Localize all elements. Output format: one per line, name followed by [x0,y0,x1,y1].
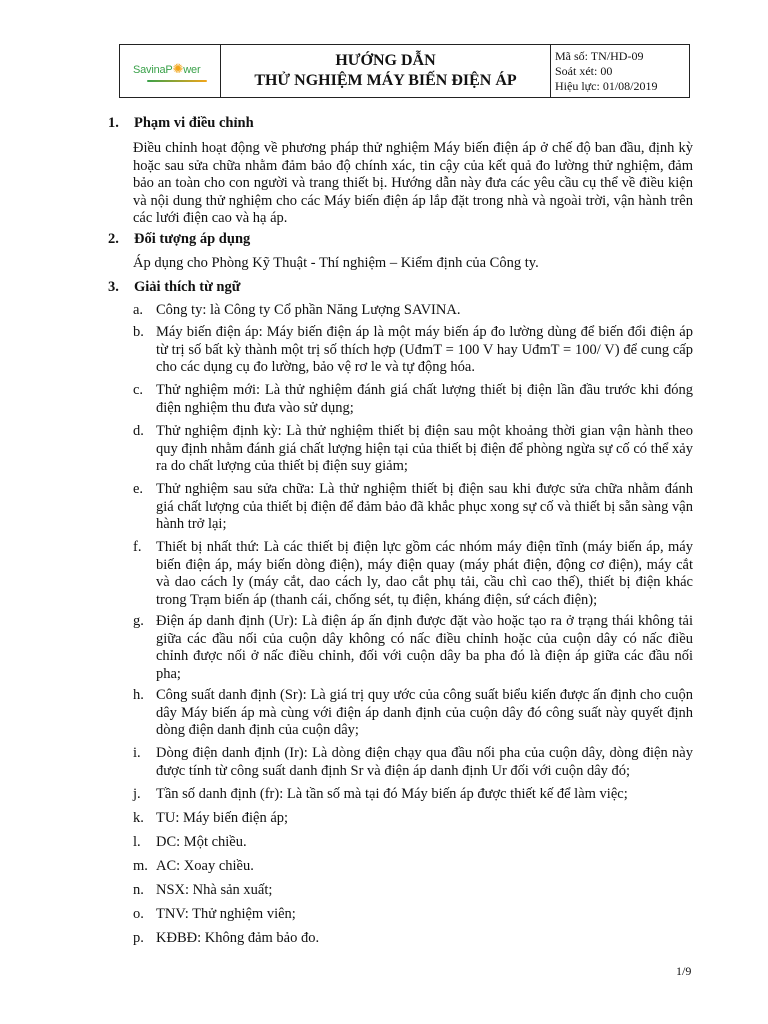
company-logo [120,45,221,97]
list-item: n. NSX: Nhà sản xuất; [133,882,273,898]
list-item: o. TNV: Thử nghiệm viên; [133,906,296,922]
document-title [221,45,551,97]
list-item: f. Thiết bị nhất thứ: Là các thiết bị điện lực gồm các nhóm máy điện tĩnh (máy biến áp, máy biến điện áp, máy biến dòng điện), máy điện quay (máy phát điện, động cơ điện), máy cắt và dao cách ly (máy cắt, dao cách ly, dao cắt phụ tải, cầu chì cao thế), thiết bị điện khác trong Trạm biến áp (thanh cái, chống sét, tụ điện, kháng điện, sứ cách điện); [133,539,693,608]
page-number: 1/9 [676,964,692,978]
section-heading-2: 2. Đối tượng áp dụng [108,231,251,247]
list-item: i. Dòng điện danh định (Ir): Là dòng điện chạy qua đầu nối pha của cuộn dây, dòng điện này được tính từ công suất danh định Sr và điện áp danh định Ur đối với cuộn dây đó; [133,745,693,779]
section-paragraph-2: Áp dụng cho Phòng Kỹ Thuật - Thí nghiệm – Kiểm định của Công ty. [133,255,539,271]
list-item: j. Tần số danh định (fr): Là tần số mà tại đó Máy biến áp được thiết kế để làm việc; [133,786,628,802]
list-item: a. Công ty: là Công ty Cổ phần Năng Lượng SAVINA. [133,302,461,318]
document-header [119,44,690,98]
list-item: h. Công suất danh định (Sr): Là giá trị quy ước của công suất biểu kiến được ấn định cho cuộn dây Máy biến áp mà cùng với điện áp danh định của cuộn dây đó công suất này quyết định dòng điện danh định của cuộn dây; [133,687,693,738]
section-heading-3: 3. Giải thích từ ngữ [108,279,241,295]
list-item: d. Thử nghiệm định kỳ: Là thử nghiệm thiết bị điện sau một khoảng thời gian vận hành theo quy định nhằm đánh giá chất lượng hiện tại của thiết bị điện để phòng ngừa sự cố có thể xảy ra do chất lượng của thiết bị điện suy giảm; [133,423,693,474]
doc-code: Mã số: TN/HD-09 [555,49,644,63]
logo-text-part2: wer [183,64,201,76]
list-item: c. Thử nghiệm mới: Là thử nghiệm đánh giá chất lượng thiết bị điện lần đầu trước khi đóng điện nghiệm thu đưa vào sử dụng; [133,382,693,416]
list-item: b. Máy biến điện áp: Máy biến điện áp là một máy biến áp đo lường dùng để biến đổi điện áp từ trị số bất kỳ thành một trị số thích hợp (UđmT = 100 V hay UđmT = 100/ V) để cung cấp cho các dụng cụ đo lường, bảo vệ rơ le và tự động hóa. [133,324,693,375]
logo-text-part1: SavinaP [133,64,173,76]
list-item: e. Thử nghiệm sau sửa chữa: Là thử nghiệm thiết bị điện sau khi được sửa chữa nhằm đánh giá chất lượng của thiết bị điện để đảm bảo đã khắc phục xong sự cố và thiết bị sẵn sàng vận hành trở lại; [133,481,693,532]
section-paragraph-1: Điều chỉnh hoạt động về phương pháp thử nghiệm Máy biến điện áp ở chế độ ban đầu, định kỳ hoặc sau sửa chữa nhằm đảm bảo độ chính xác, tin cậy của kết quả đo lường thử nghiệm, đảm bảo an toàn cho con người và trang thiết bị. Hướng dẫn này đưa các yêu cầu cụ thể về điều kiện và nội dung thử nghiệm cho các Máy biến điện áp lắp đặt trong nhà và ngoài trời, vận hành trên các lưới điện cao và hạ áp. [133,140,693,226]
doc-effective-date: Hiệu lực: 01/08/2019 [555,79,658,93]
document-meta [551,45,689,97]
title-line-2: THỬ NGHIỆM MÁY BIẾN ĐIỆN ÁP [254,72,517,89]
sun-icon: ✺ [172,61,184,76]
doc-revision: Soát xét: 00 [555,64,613,78]
list-item: p. KĐBĐ: Không đảm bảo đo. [133,930,320,946]
list-item: g. Điện áp danh định (Ur): Là điện áp ấn định được đặt vào hoặc tạo ra ở trạng thái không tải giữa các đầu nối của cuộn dây không có nấc điều chỉnh hoặc của cuộn dây có nấc điều chỉnh được nối ở nấc điều chỉnh, đối với cuộn dây ba pha đó là điện áp giữa các đầu nối pha; [133,613,693,682]
section-heading-1: 1. Phạm vi điều chỉnh [108,115,254,131]
logo-swoosh [147,80,207,82]
title-line-1: HƯỚNG DẪN [335,52,436,69]
list-item: k. TU: Máy biến điện áp; [133,810,289,826]
list-item: m. AC: Xoay chiều. [133,858,254,874]
list-item: l. DC: Một chiều. [133,834,247,850]
